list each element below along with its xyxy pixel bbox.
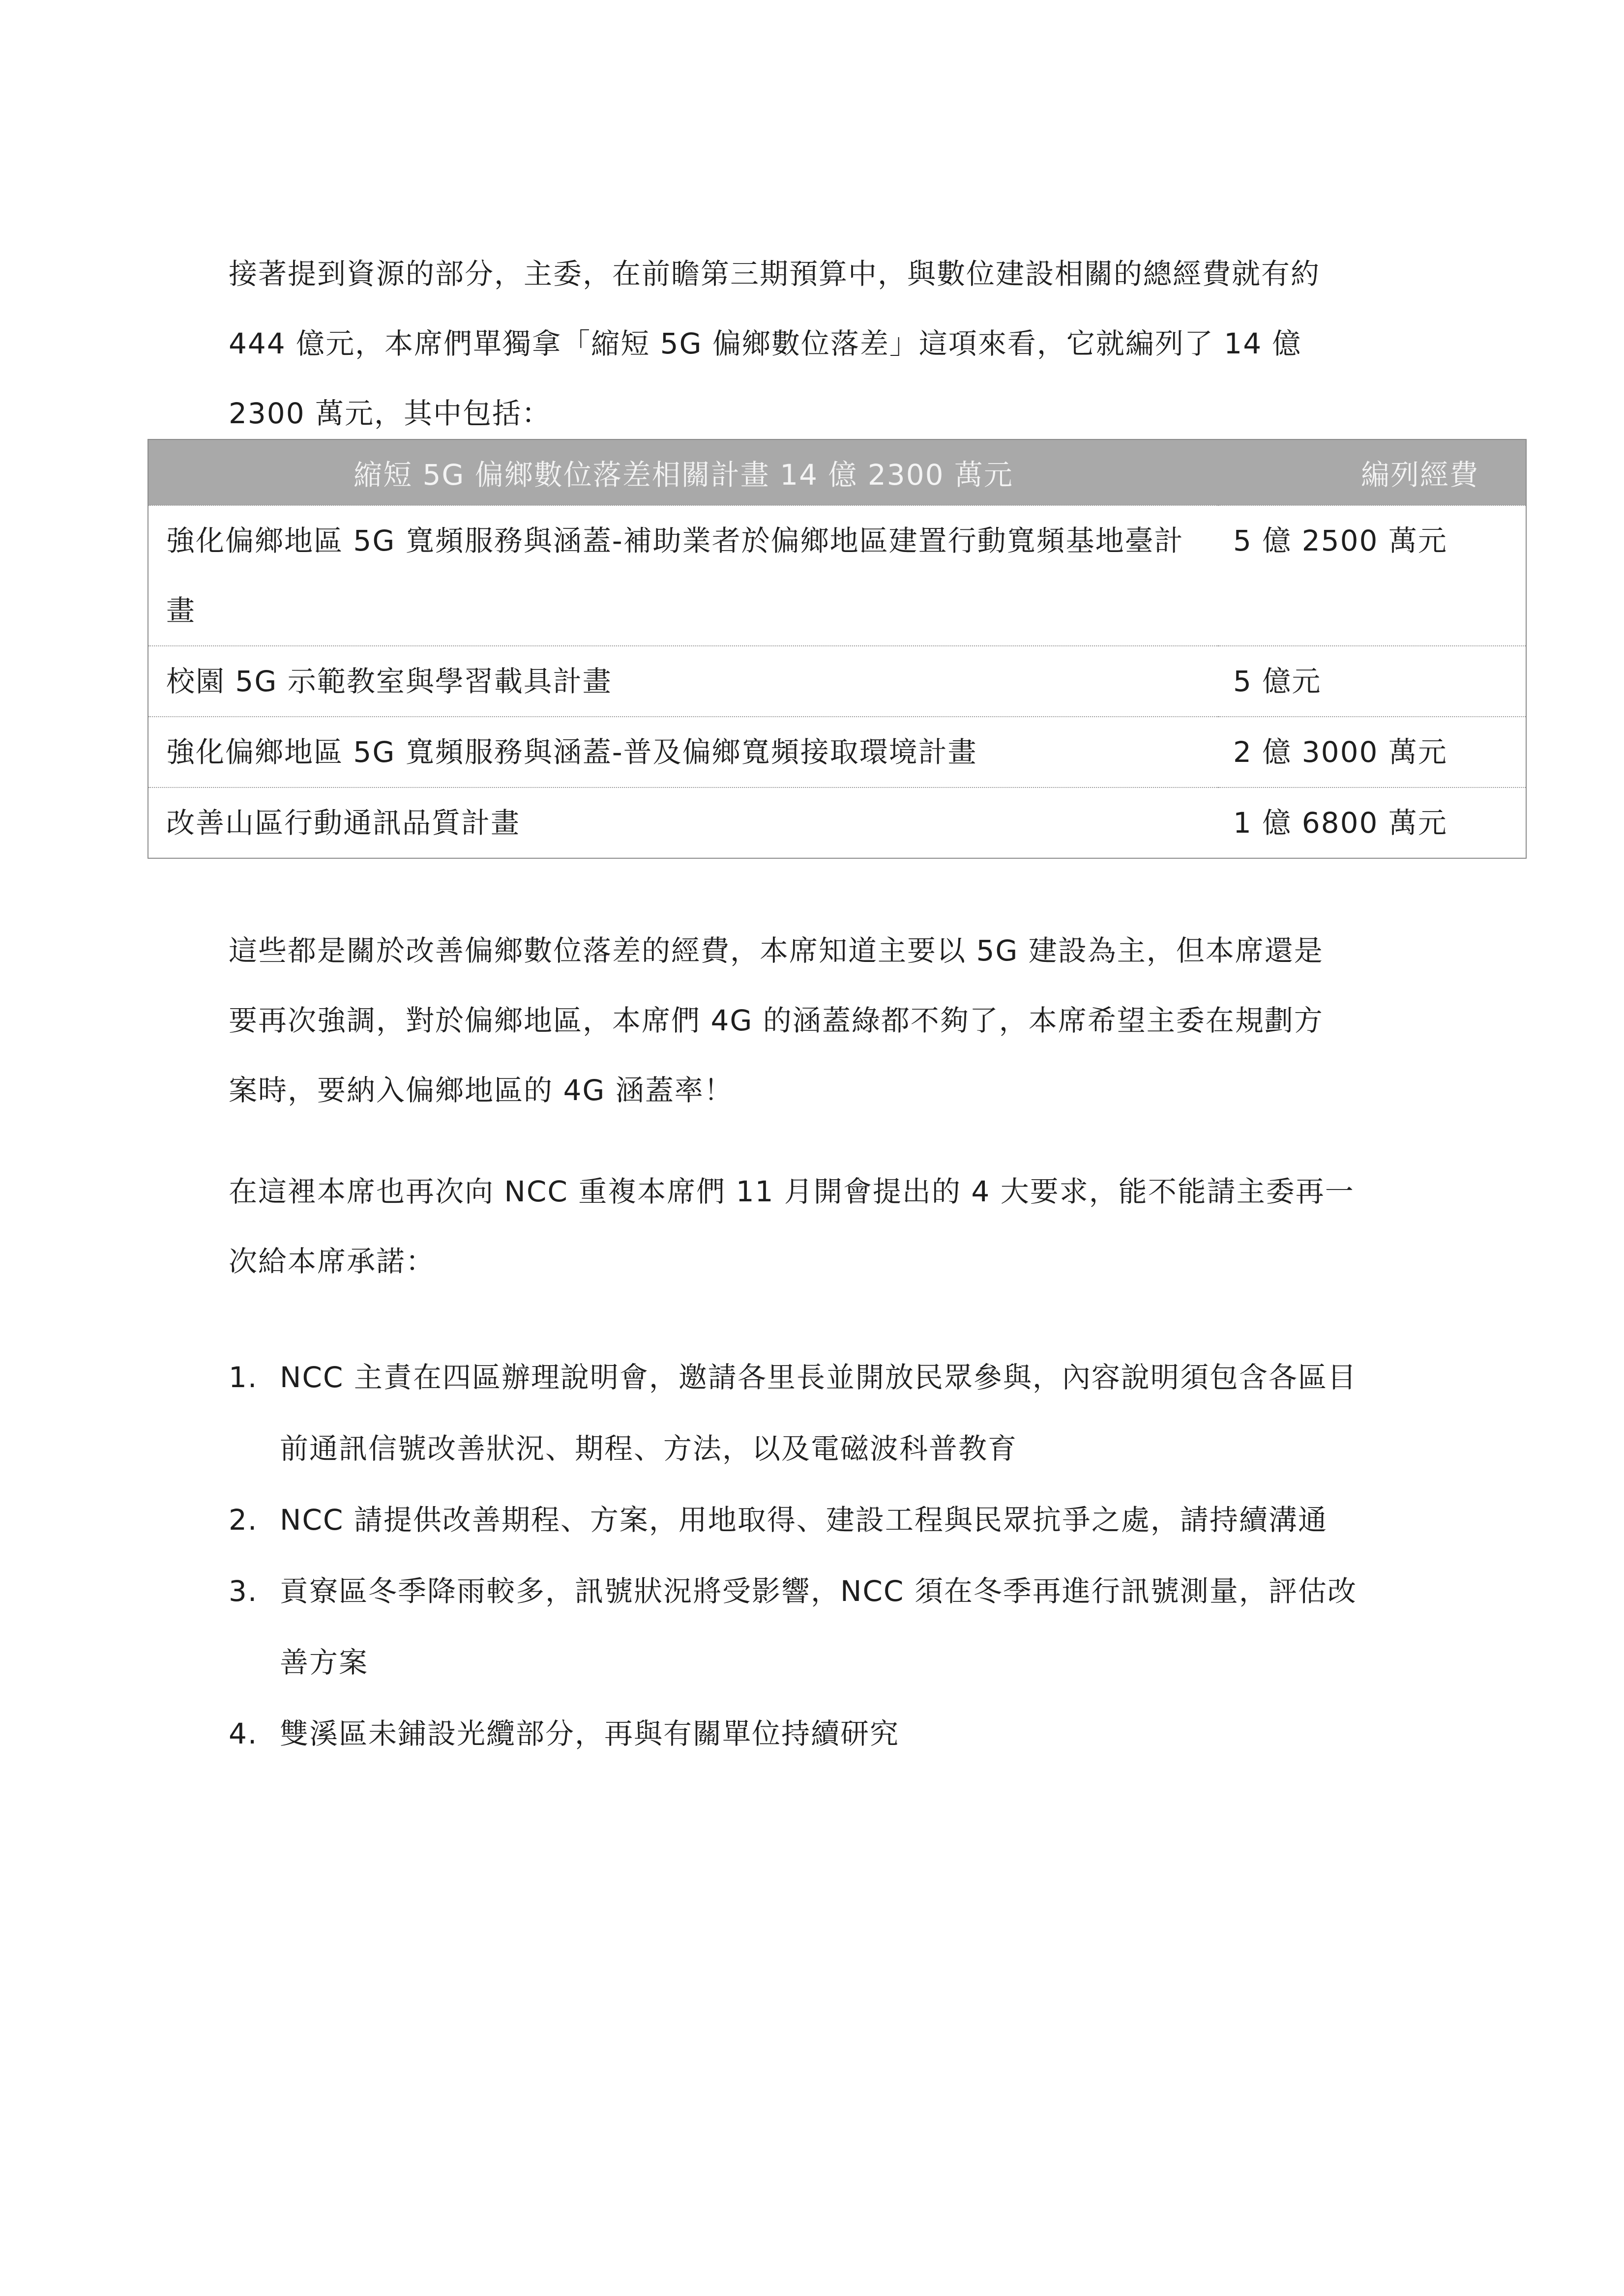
table-row xyxy=(148,505,1526,646)
plan-name: 強化偏鄉地區 5G 寬頻服務與涵蓋-補助業者於偏鄉地區建置行動寬頻基地臺計畫 xyxy=(148,505,1218,646)
budget-table xyxy=(148,439,1527,859)
list-item-text: NCC 請提供改善期程、方案，用地取得、建設工程與民眾抗爭之處，請持續溝通 xyxy=(280,1503,1328,1537)
table-row xyxy=(148,717,1526,787)
plan-name: 強化偏鄉地區 5G 寬頻服務與涵蓋-普及偏鄉寬頻接取環境計畫 xyxy=(148,717,1218,787)
requirements-list xyxy=(229,1342,1374,1770)
list-item-number: 1. xyxy=(229,1361,258,1394)
list-item-text: NCC 主責在四區辦理說明會，邀請各里長並開放民眾參與，內容說明須包含各區目前通訊信號改善狀況、期程、方法，以及電磁波科普教育 xyxy=(280,1361,1357,1465)
request-paragraph: 在這裡本席也再次向 NCC 重複本席們 11 月開會提出的 4 大要求，能不能請主委再一次給本席承諾： xyxy=(229,1175,1355,1278)
list-item-number: 2. xyxy=(229,1503,258,1537)
table-row xyxy=(148,787,1526,858)
plan-amount: 2 億 3000 萬元 xyxy=(1218,717,1526,787)
discussion-paragraph: 這些都是關於改善偏鄉數位落差的經費，本席知道主要以 5G 建設為主，但本席還是要再次強調，對於偏鄉地區，本席們 4G 的涵蓋綠都不夠了，本席希望主委在規劃方案時，要納入偏鄉地區的 4G 涵蓋率！ xyxy=(229,934,1324,1107)
list-item-text: 貢寮區冬季降雨較多，訊號狀況將受影響，NCC 須在冬季再進行訊號測量，評估改善方案 xyxy=(280,1574,1357,1679)
plan-amount: 5 億 2500 萬元 xyxy=(1218,505,1526,646)
intro-paragraph: 接著提到資源的部分，主委，在前瞻第三期預算中，與數位建設相關的總經費就有約 444 億元，本席們單獨拿「縮短 5G 偏鄉數位落差」這項來看，它就編列了 14 億 2300 萬元，其中包括： xyxy=(229,257,1321,430)
plan-name: 改善山區行動通訊品質計畫 xyxy=(148,787,1218,858)
table-header-row xyxy=(148,439,1526,505)
list-item xyxy=(229,1556,1374,1698)
plan-name: 校園 5G 示範教室與學習載具計畫 xyxy=(148,646,1218,717)
table-header-amount: 編列經費 xyxy=(1218,439,1526,505)
list-item xyxy=(229,1698,1374,1770)
list-item xyxy=(229,1342,1374,1484)
list-item-number: 3. xyxy=(229,1574,258,1608)
list-item-text: 雙溪區未鋪設光纜部分，再與有關單位持續研究 xyxy=(280,1717,900,1750)
list-item-number: 4. xyxy=(229,1717,258,1750)
list-item xyxy=(229,1484,1374,1556)
plan-amount: 1 億 6800 萬元 xyxy=(1218,787,1526,858)
table-header-plan: 縮短 5G 偏鄉數位落差相關計畫 14 億 2300 萬元 xyxy=(148,439,1218,505)
table-row xyxy=(148,646,1526,717)
plan-amount: 5 億元 xyxy=(1218,646,1526,717)
